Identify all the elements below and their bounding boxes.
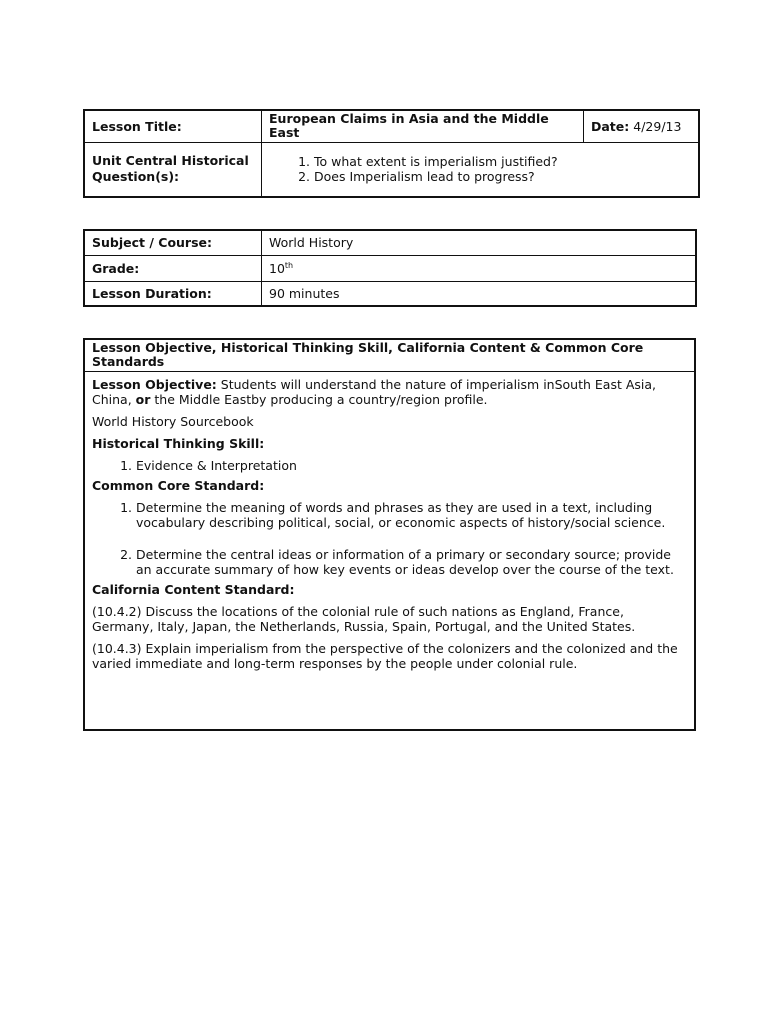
subject-label: Subject / Course: [84, 230, 262, 255]
subject-value: World History [262, 230, 697, 255]
standards-body [84, 372, 695, 731]
duration-label: Lesson Duration: [84, 281, 262, 306]
thinking-skill-list [92, 458, 687, 473]
objective-text-1: Students will understand the nature of imperialism inSouth East Asia, China, [92, 377, 656, 407]
objective-label: Lesson Objective: [92, 377, 217, 392]
thinking-skill-item: 1. Evidence & Interpretation [136, 458, 687, 473]
california-standard: (10.4.3) Explain imperialism from the perspective of the colonizers and the colonized and the varied immediate and long-term responses by the people under colonial rule. [92, 641, 678, 671]
date-label: Date: [591, 118, 630, 134]
grade-suffix: th [284, 260, 294, 270]
grade-value: 10 [269, 260, 285, 276]
lesson-title-label: Lesson Title: [84, 110, 262, 142]
central-questions-list [269, 154, 691, 184]
california-label: California Content Standard: [92, 582, 295, 597]
date-cell [584, 110, 700, 142]
grade-cell [262, 255, 697, 281]
common-core-item: 1. Determine the meaning of words and phrases as they are used in a text, including vocabulary describing political, social, or economic aspects of history/social science. [136, 500, 687, 530]
course-info-table [83, 229, 697, 307]
objective-text-2: the Middle Eastby producing a country/region profile. [150, 392, 488, 407]
california-standard: (10.4.2) Discuss the locations of the colonial rule of such nations as England, France, Germany, Italy, Japan, the Netherlands, Russia, Spain, Portugal, and the United States. [92, 604, 636, 634]
thinking-skill-label: Historical Thinking Skill: [92, 436, 265, 451]
objective-or: or [135, 392, 151, 407]
standards-heading: Lesson Objective, Historical Thinking Skill, California Content & Common Core Standards [84, 339, 695, 372]
duration-value: 90 minutes [262, 281, 697, 306]
sourcebook: World History Sourcebook [92, 414, 254, 429]
central-question: 1. To what extent is imperialism justified? [314, 154, 691, 169]
common-core-label: Common Core Standard: [92, 478, 265, 493]
lesson-objective [92, 377, 687, 407]
central-question: 2. Does Imperialism lead to progress? [314, 169, 691, 184]
standards-table [83, 338, 696, 731]
grade-label: Grade: [84, 255, 262, 281]
lesson-title-value: European Claims in Asia and the Middle East [262, 110, 584, 142]
date-value: 4/29/13 [633, 118, 682, 134]
central-questions-cell [262, 142, 700, 197]
common-core-list [92, 500, 687, 577]
lesson-header-table [83, 109, 700, 198]
common-core-item: 2. Determine the central ideas or information of a primary or secondary source; provide an accurate summary of how key events or ideas develop over the course of the text. [136, 547, 687, 577]
central-questions-label: Unit Central Historical Question(s): [84, 142, 262, 197]
